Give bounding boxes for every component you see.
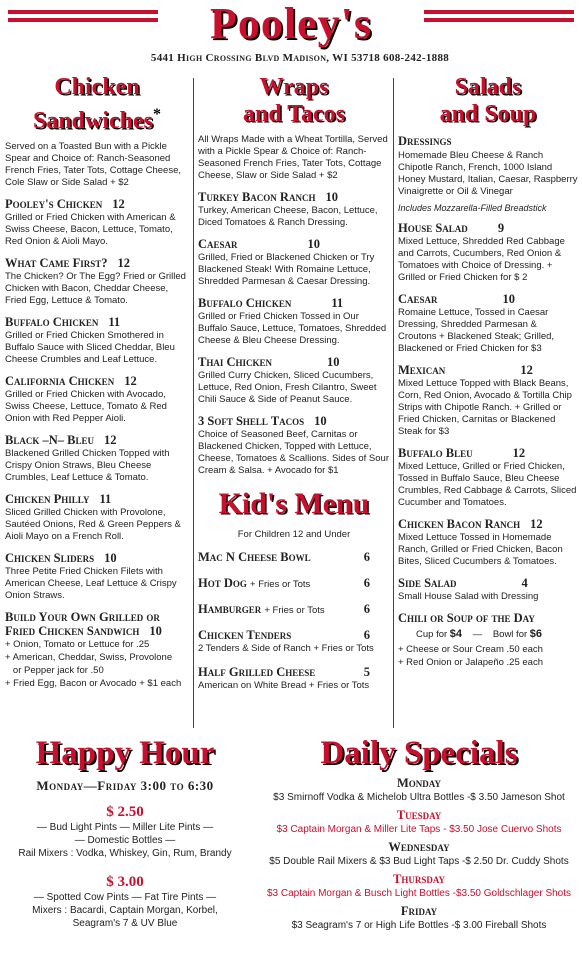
dressings-heading: Dressings	[398, 134, 452, 148]
section-intro: Served on a Toasted Bun with a Pickle Spear and Choice of: Ranch-Seasoned French Fries, Tater Tots, Cottage Cheese, Cole Slaw or Side Salad + $2	[5, 141, 182, 188]
menu-item: Thai Chicken 10 Grilled Curry Chicken, Sliced Cucumbers, Lettuce, Red Onion, Fresh Cilantro, Sweet Chili Sauce & Side of Peanut Sauce.	[198, 355, 377, 405]
menu-item: Black –N– Bleu 12 Blackened Grilled Chicken Topped with Crispy Onion Straws, Bleu Cheese Crumbles, Leaf Lettuce & Tomato.	[5, 433, 170, 483]
menu-item: What Came First? 12 The Chicken? Or The Egg? Fried or Grilled Chicken with Bacon, Cheddar Cheese, Fried Egg, Lettuce & Tomato.	[5, 256, 186, 306]
restaurant-logo: Pooley's	[210, 0, 372, 48]
dressings-list: Homemade Bleu Cheese & Ranch Chipotle Ranch, French, 1000 Island Honey Mustard, Italian, Caesar, Raspberry Vinaigrette or Oil & Vinegar	[398, 150, 578, 197]
section-intro: All Wraps Made with a Wheat Tortilla, Served with a Pickle Spear & Choice of: Ranch-Seasoned French Fries, Tater Tots, Cottage Cheese, Slaw or Side Salad + $2	[198, 134, 388, 181]
special-deal: $3 Seagram's 7 or High Life Bottles -$ 3.00 Fireball Shots	[291, 920, 547, 931]
wraps-tacos-section	[198, 74, 390, 692]
menu-header	[0, 0, 582, 72]
daily-specials-section	[258, 734, 580, 932]
special-day: Wednesday	[388, 840, 450, 854]
column-divider	[193, 78, 194, 728]
section-title: Wraps and Tacos	[242, 74, 346, 127]
kids-item: Hamburger + Fries or Tots 6	[198, 602, 370, 616]
menu-item: 3 Soft Shell Tacos 10 Choice of Seasoned Beef, Carnitas or Blackened Chicken, Topped with Lettuce, Cheese, Tomatoes & Scallions. Sides of Sour Cream & Salsa. + Avocado for $1	[198, 414, 389, 476]
column-divider	[393, 78, 394, 728]
happy-hour-title: Happy Hour	[35, 735, 215, 771]
soup-item: Chili or Soup of the Day Cup for $4 — Bowl for $6 + Cheese or Sour Cream .50 each + Red Onion or Jalapeño .25 each	[398, 611, 543, 668]
chicken-sandwiches-section	[5, 74, 189, 690]
menu-item: Mexican 12 Mixed Lettuce Topped with Black Beans, Corn, Red Onion, Avocado & Tortilla Chip Strips with Chipotle Ranch. + Grilled or Fried Chicken, Carnitas or Blackened Steak for $3	[398, 363, 572, 437]
special-day: Friday	[400, 904, 438, 918]
salads-soup-section	[398, 74, 578, 669]
tier-price: $ 3.00	[106, 874, 144, 890]
build-your-own-item: Build Your Own Grilled or Fried Chicken Sandwich 10 + Onion, Tomato or Lettuce for .25 + American, Cheddar, Swiss, Provolone or Pepper jack for .50 + Fried Egg, Bacon or Avocado + $1 each	[5, 610, 182, 689]
restaurant-address: 5441 High Crossing Blvd Madison, WI 53718 608-242-1888	[150, 52, 450, 64]
tier-line: — Bud Light Pints — Miller Lite Pints —	[36, 822, 214, 833]
menu-item: Buffalo Chicken 11 Grilled or Fried Chicken Tossed in Our Buffalo Sauce, Lettuce, Tomatoes, Shredded Cheese & Bleu Cheese Dressing.	[198, 296, 387, 346]
daily-specials-title: Daily Specials	[320, 735, 518, 771]
menu-item: Chicken Bacon Ranch 12 Mixed Lettuce Tossed in Homemade Ranch, Grilled or Fried Chicken, Bacon Bites, Sliced Cucumbers & Tomatoes.	[398, 517, 563, 567]
special-day: Thursday	[392, 872, 445, 886]
menu-item: House Salad 9 Mixed Lettuce, Shredded Red Cabbage and Carrots, Cucumbers, Red Onion & Tomatoes with Choice of Dressing. + Grilled or Fried Chicken for $ 2	[398, 221, 565, 283]
happy-hour-time: Monday—Friday 3:00 to 6:30	[36, 778, 214, 793]
menu-item: Caesar 10 Grilled, Fried or Blackened Chicken or Try Blackened Steak! With Romaine Lettuce, Shredded Parmesan & Caesar Dressing.	[198, 237, 375, 287]
menu-item: Turkey Bacon Ranch 10 Turkey, American Cheese, Bacon, Lettuce, Diced Tomatoes & Ranch Dressing.	[198, 190, 378, 228]
special-deal: $3 Captain Morgan & Miller Lite Taps - $3.50 Jose Cuervo Shots	[276, 824, 562, 835]
tier-line: — Spotted Cow Pints — Fat Tire Pints —	[33, 892, 217, 903]
special-day: Tuesday	[396, 808, 442, 822]
tier-line: Rail Mixers : Vodka, Whiskey, Gin, Rum, Brandy	[18, 848, 232, 859]
kids-menu-subtitle: For Children 12 and Under	[237, 529, 351, 540]
special-deal: $5 Double Rail Mixers & $3 Bud Light Taps -$ 2.50 Dr. Cuddy Shots	[269, 856, 569, 867]
kids-item: Chicken Tenders 6 2 Tenders & Side of Ranch + Fries or Tots	[198, 628, 374, 654]
menu-item: Buffalo Bleu 12 Mixed Lettuce, Grilled or Fried Chicken, Tossed in Buffalo Sauce, Bleu Cheese Crumbles, Red Cabbage & Carrots, Sliced Cucumber and Tomatoes.	[398, 446, 577, 508]
menu-item: Caesar 10 Romaine Lettuce, Tossed in Caesar Dressing, Shredded Parmesan & Croutons + Blackened Steak; Grilled, Blackened or Fried Chicken for $3	[398, 292, 555, 354]
tier-line: Mixers : Bacardi, Captain Morgan, Korbel,	[32, 905, 218, 916]
tier-line: Seagram's 7 & UV Blue	[72, 918, 178, 929]
header-decorative-lines-left	[8, 10, 158, 26]
menu-item: Pooley's Chicken 12 Grilled or Fried Chicken with American & Swiss Cheese, Bacon, Lettuce, Tomato, Red Onion & Aioli Mayo.	[5, 197, 176, 247]
menu-item: Chicken Sliders 10 Three Petite Fried Chicken Filets with American Cheese, Leaf Lettuce & Crispy Onion Straws.	[5, 551, 177, 601]
menu-item: Buffalo Chicken 11 Grilled or Fried Chicken Smothered in Buffalo Sauce with Sliced Cheddar, Bleu Cheese Crumbles and Leaf Lettuce.	[5, 315, 175, 365]
tier-line: — Domestic Bottles —	[74, 835, 176, 846]
menu-item: California Chicken 12 Grilled or Fried Chicken with Avocado, Swiss Cheese, Lettuce, Tomato & Red Onion with Red Pepper Aioli.	[5, 374, 167, 424]
happy-hour-section	[5, 734, 245, 930]
special-day: Monday	[397, 776, 441, 790]
section-title: Salads and Soup	[439, 74, 537, 127]
special-deal: $3 Smirnoff Vodka & Michelob Ultra Bottles -$ 3.50 Jameson Shot	[273, 792, 565, 803]
kids-item: Mac N Cheese Bowl 6	[198, 550, 370, 564]
kids-item: Hot Dog + Fries or Tots 6	[198, 576, 370, 590]
kids-menu-title: Kid's Menu	[218, 487, 370, 520]
special-deal: $3 Captain Morgan & Busch Light Bottles -$3.50 Goldschlager Shots	[266, 888, 572, 899]
tier-price: $ 2.50	[106, 804, 144, 820]
kids-item: Half Grilled Cheese 5 American on White Bread + Fries or Tots	[198, 665, 370, 691]
section-title: Chicken Sandwiches*	[32, 74, 162, 134]
menu-item: Chicken Philly 11 Sliced Grilled Chicken with Provolone, Sautéed Onions, Red & Green Peppers & Aioli Mayo on a French Roll.	[5, 492, 181, 542]
kids-menu-section	[198, 487, 390, 692]
header-decorative-lines-right	[424, 10, 574, 26]
menu-item: Side Salad 4 Small House Salad with Dressing	[398, 576, 539, 602]
breadstick-note: Includes Mozzarella-Filled Breadstick	[398, 203, 547, 213]
